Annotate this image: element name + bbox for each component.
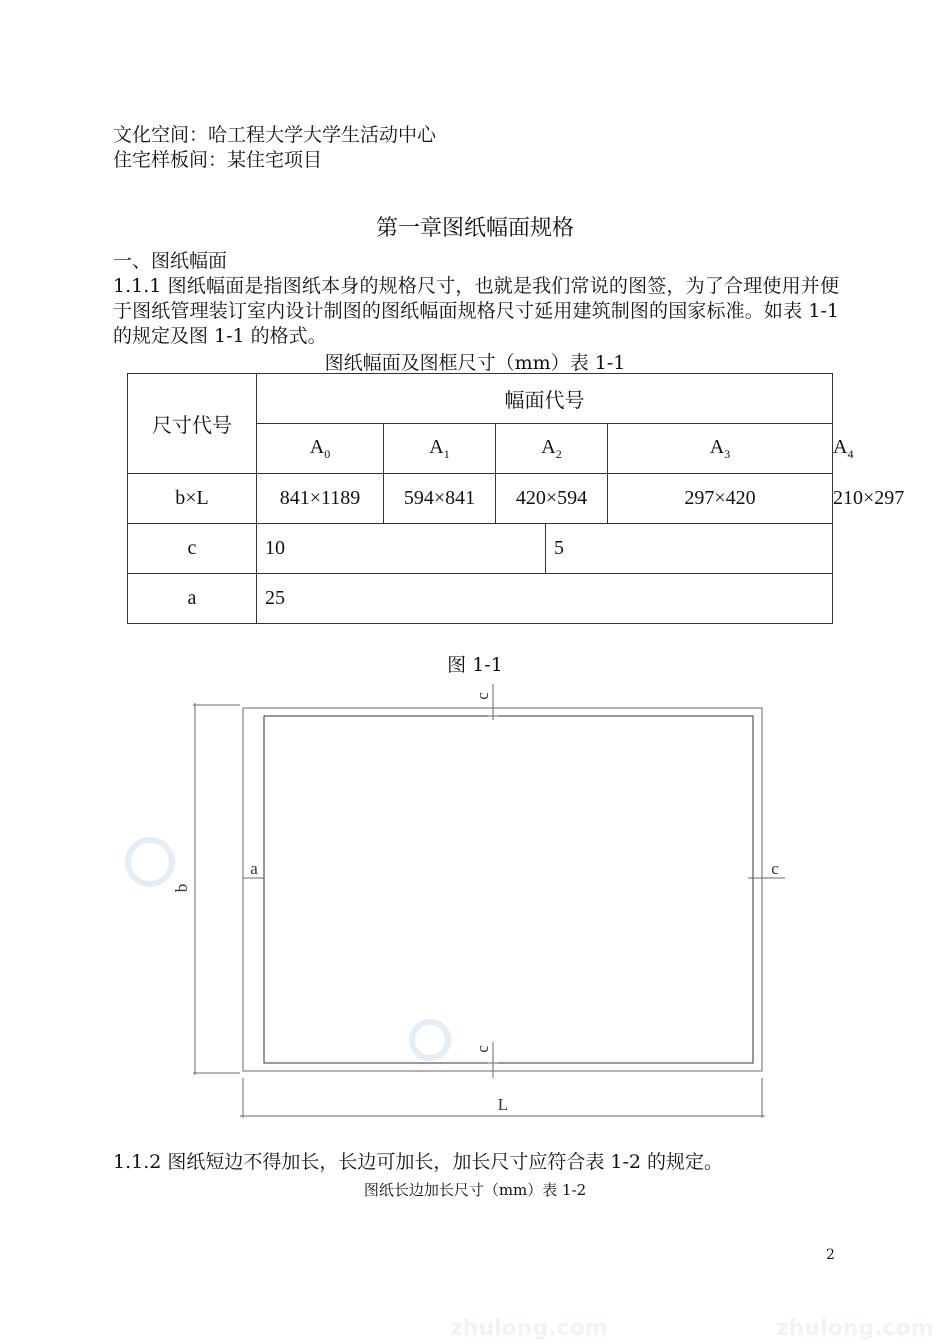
dimension-label-l: L [497,1095,509,1114]
row-header-cell: 尺寸代号 [128,374,257,474]
table-cell: 297×420 [608,474,833,524]
table-cell: 5 [546,524,833,574]
paragraph-1-1-2: 1.1.2 图纸短边不得加长，长边可加长，加长尺寸应符合表 1-2 的规定。 [113,1151,724,1173]
table-cell: 420×594 [496,474,608,524]
outer-sheet-border [243,708,762,1071]
format-row: $A_0$ $A_1$ $A_2$ $A_3$ $A_4$ [128,424,833,474]
intro-line-2: 住宅样板间：某住宅项目 [113,149,323,171]
dimension-label-b: b [172,883,191,893]
watermark-text-right: zhulong.com [776,1316,934,1341]
table-cell: 25 [257,574,833,624]
format-a2: $A_2$ [496,424,608,474]
table-cell: 10 [257,524,546,574]
group-header-cell: 幅面代号 [257,374,833,424]
section-heading: 一、图纸幅面 [113,250,228,272]
dimension-label-bottom-c: c [473,1045,492,1053]
inner-frame-border [264,716,753,1063]
dimension-label-top-c: c [473,692,492,700]
table-1-2-caption: 图纸长边加长尺寸（mm）表 1-2 [363,1181,587,1199]
format-a3: $A_3$ [608,424,833,474]
table-cell: 594×841 [384,474,496,524]
row-label: a [128,574,257,624]
row-label: b×L [128,474,257,524]
figure-1-1-caption: 图 1-1 [447,654,503,676]
row-label: c [128,524,257,574]
format-a0: $A_0$ [257,424,384,474]
dimension-label-right-c: c [771,859,779,878]
paragraph-1-1-1: 1.1.1 图纸幅面是指图纸本身的规格尺寸，也就是我们常说的图签，为了合理使用并便于图纸管理装订室内设计制图的图纸幅面规格尺寸延用建筑制图的国家标准。如表 1-1 的规定及图 1-1 的格式。 [113,275,839,347]
page-number: 2 [826,1247,835,1263]
table-row: b×L 841×1189 594×841 420×594 297×420 210×297 [128,474,833,524]
watermark-flower-icon [128,840,448,1058]
table-cell: 841×1189 [257,474,384,524]
format-a1: $A_1$ [384,424,496,474]
table-1-1-caption: 图纸幅面及图框尺寸（mm）表 1-1 [324,352,626,374]
dimension-label-a: a [250,859,258,878]
watermark-text-left: zhulong.com [450,1316,608,1341]
chapter-title: 第一章图纸幅面规格 [375,216,574,241]
intro-line-1: 文化空间：哈工程大学大学生活动中心 [113,124,437,146]
